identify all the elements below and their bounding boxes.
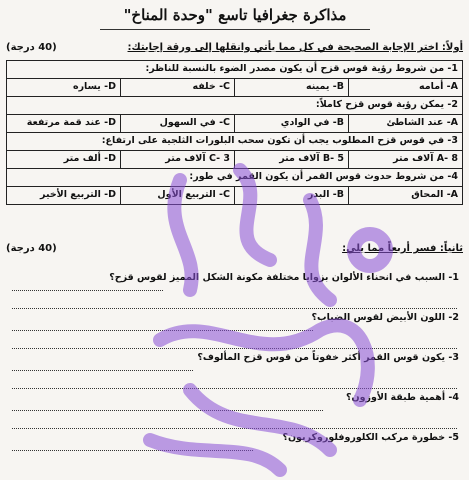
answer-line bbox=[12, 428, 457, 429]
question-stem: 2- يمكن رؤية قوس قزح كاملاً: bbox=[315, 99, 458, 110]
option-b bbox=[234, 79, 348, 96]
essay-question-text: 3- يكون قوس القمر أكثر خفوتاً من قوس قزح المألوف؟ bbox=[197, 352, 459, 363]
option-b bbox=[234, 151, 348, 168]
option-label: D- يساره bbox=[72, 81, 116, 92]
title-underline bbox=[100, 29, 370, 30]
answer-line bbox=[12, 388, 457, 389]
answer-line bbox=[12, 410, 323, 411]
question-stem-row bbox=[7, 97, 462, 115]
option-label: B- يمينه bbox=[306, 81, 344, 92]
answer-line bbox=[12, 370, 193, 371]
option-label: A- عند الشاطئ bbox=[386, 117, 458, 128]
option-c bbox=[120, 79, 234, 96]
essay-question-text: 5- خطورة مركب الكلوروفلوروكربون؟ bbox=[282, 432, 459, 443]
question-stem-row bbox=[7, 61, 462, 79]
option-d bbox=[7, 79, 120, 96]
option-label: C- 3 آلاف متر bbox=[165, 153, 230, 164]
essay-question bbox=[6, 432, 463, 472]
answer-line bbox=[12, 290, 163, 291]
essay-questions bbox=[6, 272, 463, 472]
essay-question bbox=[6, 392, 463, 432]
question-stem: 3- في قوس قزح المطلوب يجب أن تكون سحب البلورات الثلجية على ارتفاع: bbox=[101, 135, 458, 146]
page-title: مذاكرة جغرافيا تاسع "وحدة المناخ" bbox=[123, 6, 347, 24]
option-label: A- 8 آلاف متر bbox=[393, 153, 458, 164]
options-row bbox=[7, 79, 462, 97]
essay-question-text: 1- السبب في انحناء الألوان بزوايا مختلفة مكونة الشكل المميز لقوس قزح؟ bbox=[109, 272, 459, 283]
options-row bbox=[7, 151, 462, 169]
option-b bbox=[234, 187, 348, 204]
options-row bbox=[7, 115, 462, 133]
question-stem-row bbox=[7, 133, 462, 151]
section2-header bbox=[6, 243, 463, 259]
option-label: C- في السهول bbox=[159, 117, 230, 128]
option-d bbox=[7, 151, 120, 168]
section1-points: (40 درجة) bbox=[6, 42, 57, 53]
answer-line bbox=[12, 348, 457, 349]
essay-question-text: 4- أهمية طبقة الأوزون؟ bbox=[346, 392, 459, 403]
essay-question bbox=[6, 272, 463, 312]
answer-line bbox=[12, 330, 313, 331]
section1-instruction: أولاً: اختر الإجابة الصحيحة في كل مما يأتي وانقلها إلى ورقة إجابتك: bbox=[127, 42, 463, 53]
option-label: A- المحاق bbox=[411, 189, 458, 200]
option-d bbox=[7, 187, 120, 204]
question-stem-row bbox=[7, 169, 462, 187]
mcq-table bbox=[6, 60, 463, 205]
option-b bbox=[234, 115, 348, 132]
option-label: C- التربيع الأول bbox=[157, 189, 230, 200]
option-label: B- 5 آلاف متر bbox=[279, 153, 344, 164]
question-stem: 1- من شروط رؤية قوس قزح أن يكون مصدر الضوء بالنسبة للناظر: bbox=[145, 63, 458, 74]
option-d bbox=[7, 115, 120, 132]
option-a bbox=[348, 115, 462, 132]
option-a bbox=[348, 151, 462, 168]
option-label: A- أمامه bbox=[419, 81, 458, 92]
option-a bbox=[348, 187, 462, 204]
option-c bbox=[120, 151, 234, 168]
option-c bbox=[120, 187, 234, 204]
essay-question bbox=[6, 312, 463, 352]
option-a bbox=[348, 79, 462, 96]
option-label: B- في الوادي bbox=[280, 117, 344, 128]
section1-header bbox=[6, 42, 463, 58]
essay-question bbox=[6, 352, 463, 392]
section2-points: (40 درجة) bbox=[6, 243, 57, 254]
section2-instruction: ثانياً: فسر أربعاً مما يلي: bbox=[342, 243, 463, 254]
option-label: D- ألف متر bbox=[63, 153, 116, 164]
options-row bbox=[7, 187, 462, 205]
essay-question-text: 2- اللون الأبيض لقوس الضباب؟ bbox=[311, 312, 459, 323]
option-c bbox=[120, 115, 234, 132]
answer-line bbox=[12, 308, 457, 309]
option-label: D- التربيع الأخير bbox=[40, 189, 116, 200]
question-stem: 4- من شروط حدوث قوس القمر أن يكون القمر في طور: bbox=[189, 171, 458, 182]
option-label: D- عند قمة مرتفعة bbox=[26, 117, 116, 128]
option-label: B- البدر bbox=[307, 189, 344, 200]
option-label: C- خلفه bbox=[192, 81, 230, 92]
answer-line bbox=[12, 450, 253, 451]
